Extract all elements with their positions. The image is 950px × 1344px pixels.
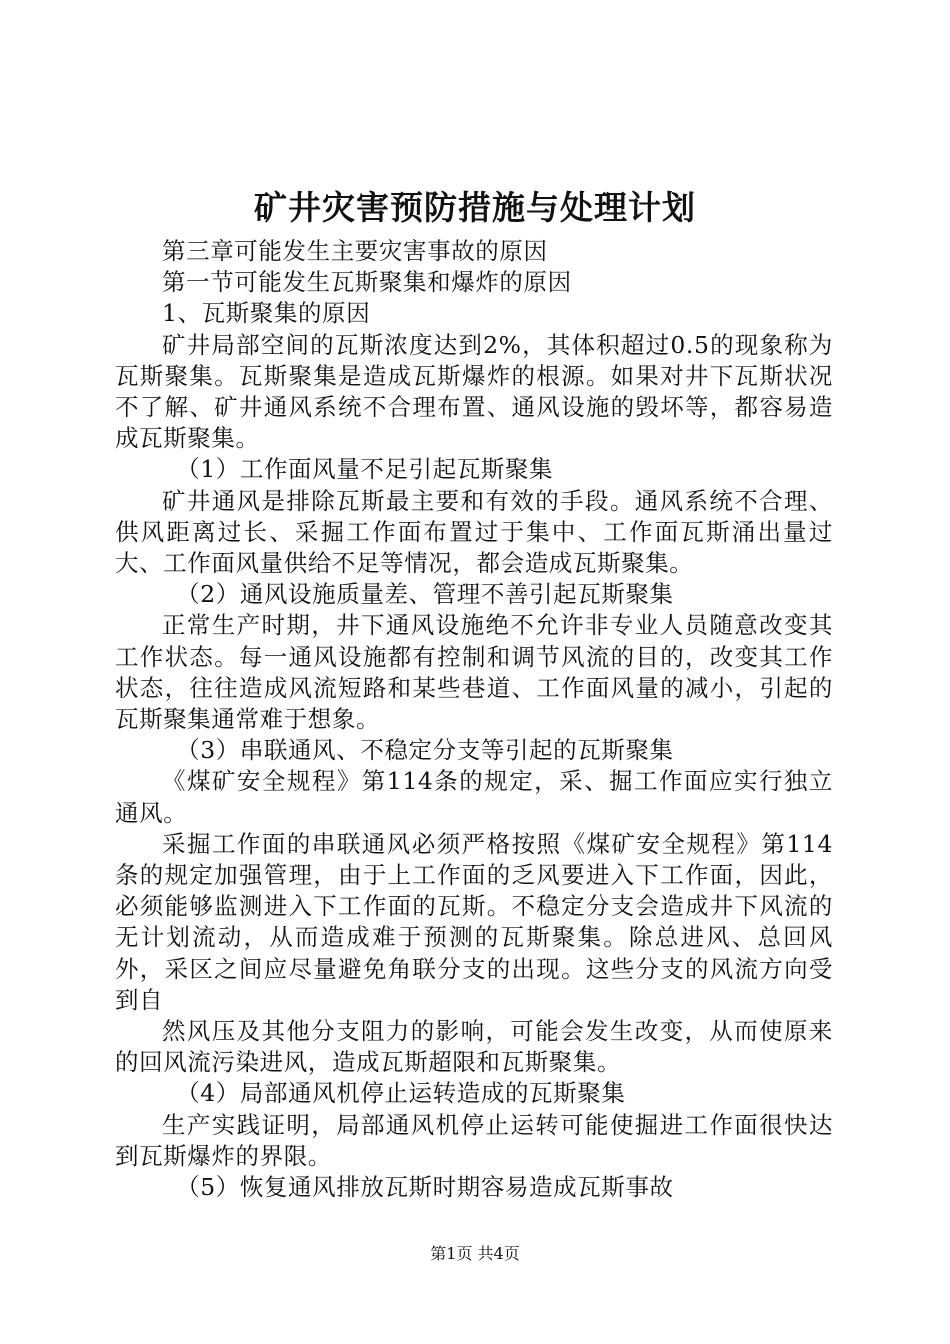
document-body <box>115 236 833 1203</box>
paragraph: 矿井局部空间的瓦斯浓度达到2%，其体积超过0.5的现象称为瓦斯聚集。瓦斯聚集是造成瓦斯爆炸的根源。如果对井下瓦斯状况不了解、矿井通风系统不合理布置、通风设施的毁坏等，都容易造成瓦斯聚集。 <box>115 330 833 453</box>
paragraph: 矿井通风是排除瓦斯最主要和有效的手段。通风系统不合理、供风距离过长、采掘工作面布置过于集中、工作面瓦斯涌出量过大、工作面风量供给不足等情况，都会造成瓦斯聚集。 <box>115 486 833 578</box>
chapter-heading: 第三章可能发生主要灾害事故的原因 <box>162 237 548 265</box>
paragraph: 然风压及其他分支阻力的影响，可能会发生改变，从而使原来的回风流污染进风，造成瓦斯超限和瓦斯聚集。 <box>115 1017 833 1077</box>
item-heading: （4）局部通风机停止运转造成的瓦斯聚集 <box>176 1079 626 1108</box>
paragraph: 《煤矿安全规程》第114条的规定，采、掘工作面应实行独立通风。 <box>115 767 833 827</box>
section-heading: 第一节可能发生瓦斯聚集和爆炸的原因 <box>162 268 572 297</box>
item-heading: （2）通风设施质量差、管理不善引起瓦斯聚集 <box>176 580 674 609</box>
subsection-heading: 1、瓦斯聚集的原因 <box>162 299 371 328</box>
document-title: 矿井灾害预防措施与处理计划 <box>254 188 696 227</box>
paragraph: 采掘工作面的串联通风必须严格按照《煤矿安全规程》第114条的规定加强管理，由于上工作面的乏风要进入下工作面，因此，必须能够监测进入下工作面的瓦斯。不稳定分支会造成井下风流的无计划流动，从而造成难于预测的瓦斯聚集。除总进风、总回风外，采区之间应尽量避免角联分支的出现。这些分支的风流方向受到自 <box>115 829 833 1014</box>
item-heading: （1）工作面风量不足引起瓦斯聚集 <box>176 455 554 484</box>
paragraph: 正常生产时期，井下通风设施绝不允许非专业人员随意改变其工作状态。每一通风设施都有控制和调节风流的目的，改变其工作状态，往往造成风流短路和某些巷道、工作面风量的减小，引起的瓦斯聚集通常难于想象。 <box>115 611 833 734</box>
page-number-footer: 第1页 共4页 <box>430 1244 520 1263</box>
paragraph: 生产实践证明，局部通风机停止运转可能使掘进工作面很快达到瓦斯爆炸的界限。 <box>115 1110 833 1170</box>
item-heading: （3）串联通风、不稳定分支等引起的瓦斯聚集 <box>176 736 674 765</box>
item-heading: （5）恢复通风排放瓦斯时期容易造成瓦斯事故 <box>176 1173 674 1202</box>
